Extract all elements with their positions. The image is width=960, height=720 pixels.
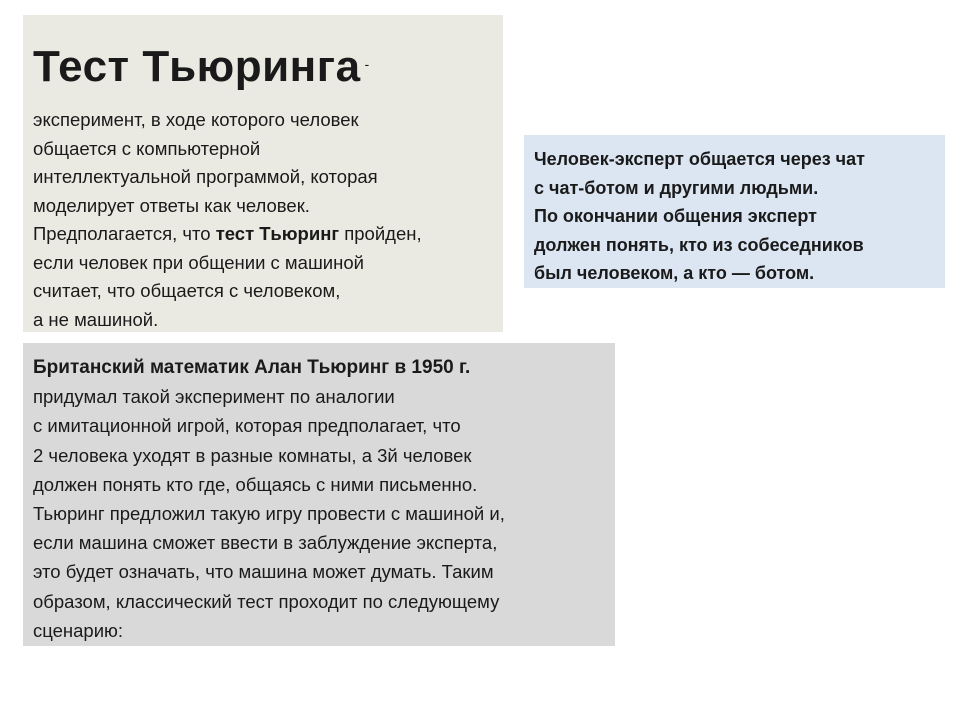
expert-line-1: Человек-эксперт общается через чат (534, 149, 865, 169)
history-line-1: придумал такой эксперимент по аналогии (33, 386, 395, 408)
title-dash: - (364, 56, 370, 72)
history-box (23, 343, 615, 646)
expert-line-5: был человеком, а кто — ботом. (534, 263, 815, 283)
assumption-line (33, 220, 503, 249)
history-line-8: образом, классический тест проходит по следующему (33, 590, 500, 612)
history-line-4: должен понять кто где, общаясь с ними письменно. (33, 473, 478, 495)
history-line-7: это будет означать, что машина может думать. Таким (33, 561, 494, 583)
expert-line-3: По окончании общения эксперт (534, 206, 817, 226)
history-line-5: Тьюринг предложил такую игру провести с машиной и, (33, 503, 505, 525)
definition-line-1: эксперимент, в ходе которого человек (33, 109, 359, 130)
definition-line-4: моделирует ответы как человек. (33, 194, 310, 216)
definition-line-6: если человек при общении с машиной (33, 251, 364, 273)
definition-line-3: интеллектуальной программой, которая (33, 166, 378, 187)
history-line-3: 2 человека уходят в разные комнаты, а 3й человек (33, 444, 472, 466)
history-line-2: с имитационной игрой, которая предполагает, что (33, 415, 461, 437)
definition-line-2: общается с компьютерной (33, 137, 261, 159)
definition-box (23, 15, 503, 332)
expert-line-4: должен понять, кто из собеседников (534, 234, 864, 255)
assumption-prefix: Предполагается, что (33, 223, 216, 244)
assumption-suffix: пройден, (339, 223, 422, 244)
definition-line-8: а не машиной. (33, 308, 159, 330)
expert-box (524, 135, 945, 288)
slide-title: Тест Тьюринга (33, 42, 361, 91)
title-line (33, 35, 503, 106)
definition-line-7: считает, что общается с человеком, (33, 280, 341, 301)
history-line-9: сценарию: (33, 619, 124, 641)
assumption-term: тест Тьюринг (215, 223, 340, 244)
history-line-6: если машина сможет ввести в заблуждение эксперта, (33, 532, 498, 554)
expert-line-2: с чат-ботом и другими людьми. (534, 177, 819, 198)
history-heading: Британский математик Алан Тьюринг в 1950 г. (33, 357, 471, 378)
